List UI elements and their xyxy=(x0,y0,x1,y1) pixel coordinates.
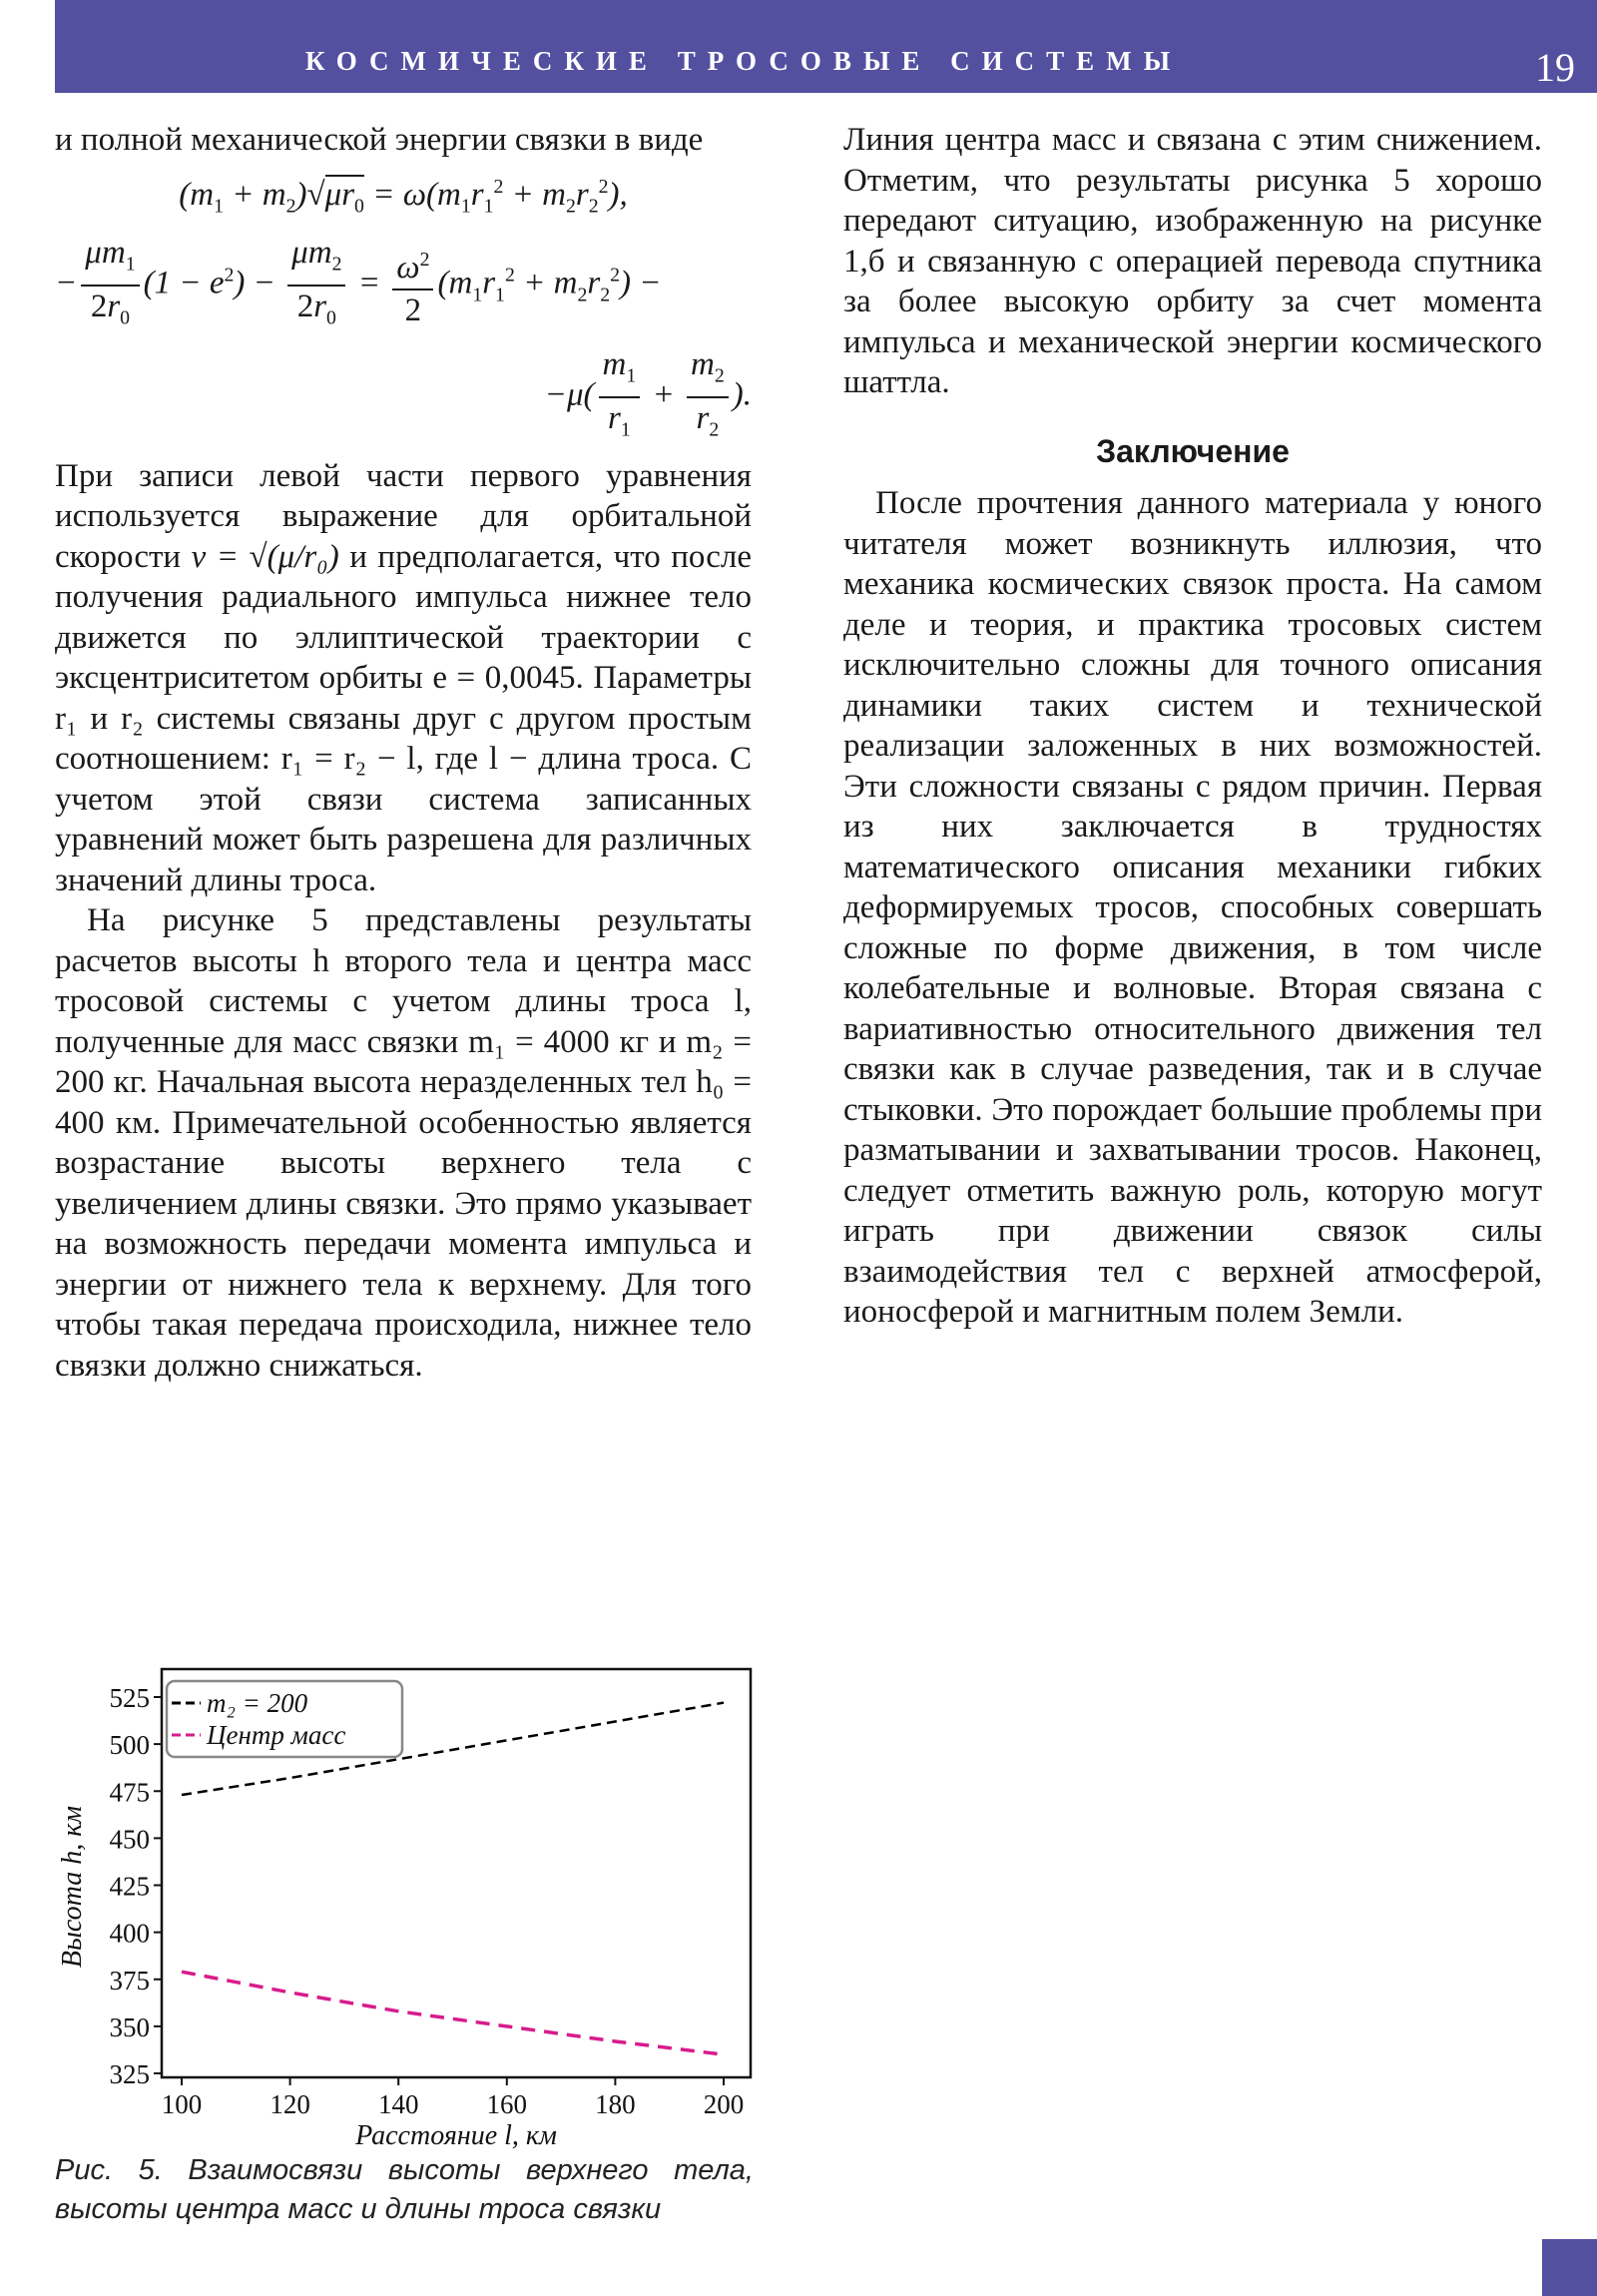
y-tick-label: 375 xyxy=(109,1965,150,1996)
figure-caption: Рис. 5. Взаимосвязи высоты верхнего тела, высоты центра масс и длины троса связки xyxy=(55,2154,754,2225)
figure-5-chart xyxy=(55,1657,774,2151)
paragraph-center-of-mass: Линия центра масс и связана с этим снижением. Отметим, что результаты рисунка 5 хорошо передают ситуацию, изображенную на рисунке 1,б и связанную с операцией перевода спутника за более высокую орбиту за счет момента импульса и механической энергии космического шаттла. xyxy=(843,122,1542,400)
y-tick-label: 425 xyxy=(109,1871,150,1902)
x-tick-label: 140 xyxy=(377,2089,419,2119)
left-column xyxy=(55,120,752,1386)
y-tick-label: 450 xyxy=(109,1824,150,1855)
y-tick-label: 475 xyxy=(109,1777,150,1808)
y-tick-label: 400 xyxy=(109,1918,150,1949)
intro-text: и полной механической энергии связки в виде xyxy=(55,122,704,158)
legend-entry: m₂ = 200 xyxy=(207,1688,308,1718)
y-tick-label: 525 xyxy=(109,1683,150,1713)
x-tick-label: 100 xyxy=(161,2089,203,2119)
legend-entry: Центр масс xyxy=(207,1720,346,1750)
orbital-velocity-formula: v = √(μ/r₀) xyxy=(191,538,339,575)
running-header xyxy=(55,0,1597,93)
page-corner-decoration xyxy=(1542,2239,1597,2296)
x-tick-label: 180 xyxy=(595,2089,636,2119)
x-axis-label: Расстояние l, км xyxy=(355,2120,557,2151)
x-tick-label: 200 xyxy=(703,2089,745,2119)
y-tick-label: 350 xyxy=(109,2011,150,2042)
y-tick-label: 500 xyxy=(109,1730,150,1761)
line-chart xyxy=(55,1657,774,2156)
section-heading-conclusion: Заключение xyxy=(1096,432,1290,469)
equation-momentum: $(m_1 + m_2)√\mu r_0 = \omega(m_1r_1^2 + m_2r_2^2)$, xyxy=(179,175,628,218)
y-axis-label: Высота h, км xyxy=(57,1805,88,1969)
chart-legend xyxy=(167,1681,402,1757)
series-line xyxy=(182,1972,724,2054)
x-tick-label: 160 xyxy=(486,2089,528,2119)
y-tick-label: 325 xyxy=(109,2059,150,2089)
page-number: 19 xyxy=(1535,45,1575,90)
paragraph-orbital-velocity: При записи левой части первого уравнения используется выражение для орбитальной скорости v = √(μ/r₀) и предполагается, что после получения радиального импульса нижнее тело движется по эллиптической траектории с эксцентриситетом орбиты e = 0,0045. Параметры r₁ и r₂ системы связаны друг с другом простым соотношением: r₁ = r₂ − l, где l − длина троса. С учетом этой связи система записанных уравнений может быть разрешена для различных значений длины троса. xyxy=(55,457,753,898)
paragraph-figure5-discussion: На рисунке 5 представлены результаты расчетов высоты h второго тела и центра масс тросовой системы с учетом длины троса l, полученные для масс связки m₁ = 4000 кг и m₂ = 200 кг. Начальная высота неразделенных тел h₀ = 400 км. Примечательной особенностью является возрастание высоты верхнего тела с увеличением длины связки. Это прямо указывает на возможность передачи момента импульса и энергии от нижнего тела к верхнему. Для того чтобы такая передача происходила, нижнее тело связки должно снижаться. xyxy=(55,902,752,1384)
right-column xyxy=(843,120,1542,1333)
journal-section-title: КОСМИЧЕСКИЕ ТРОСОВЫЕ СИСТЕМЫ xyxy=(304,46,1183,76)
x-tick-label: 120 xyxy=(269,2089,310,2119)
paragraph-conclusion: После прочтения данного материала у юного читателя может возникнуть иллюзия, что механика космических связок проста. На самом деле и теория, и практика тросовых систем исключительно сложны для точного описания динамики таких систем и технической реализации заложенных в них возможностей. Эти сложности связаны с рядом причин. Первая из них заключается в трудностях математического описания механики гибких деформируемых тросов, способных совершать сложные по форме движения, в том числе колебательные и волновые. Вторая связана с вариативностью относительного движения тел связки как в случае разведения, так и в случае стыковки. Это порождает большие проблемы при разматывании и захватывании тросов. Наконец, следует отметить важную роль, которую могут играть при движении связок силы взаимодействия тел с верхней атмосферой, ионосферой и магнитным полем Земли. xyxy=(843,485,1542,1330)
equation-energy-continued: −μ( $\frac{m_1}{r_1}$ + $\frac{m_2}{r_2}$ ). xyxy=(544,345,752,441)
equation-energy: − $\frac{\mu m_1}{2r_0}$ $(1 - e^2)$ − $\frac{\mu m_2}{2r_0}$ = $\frac{\omega^2}{2}$ $(m_1r_1^2 + m_2r_2^2)$ − xyxy=(55,234,662,329)
